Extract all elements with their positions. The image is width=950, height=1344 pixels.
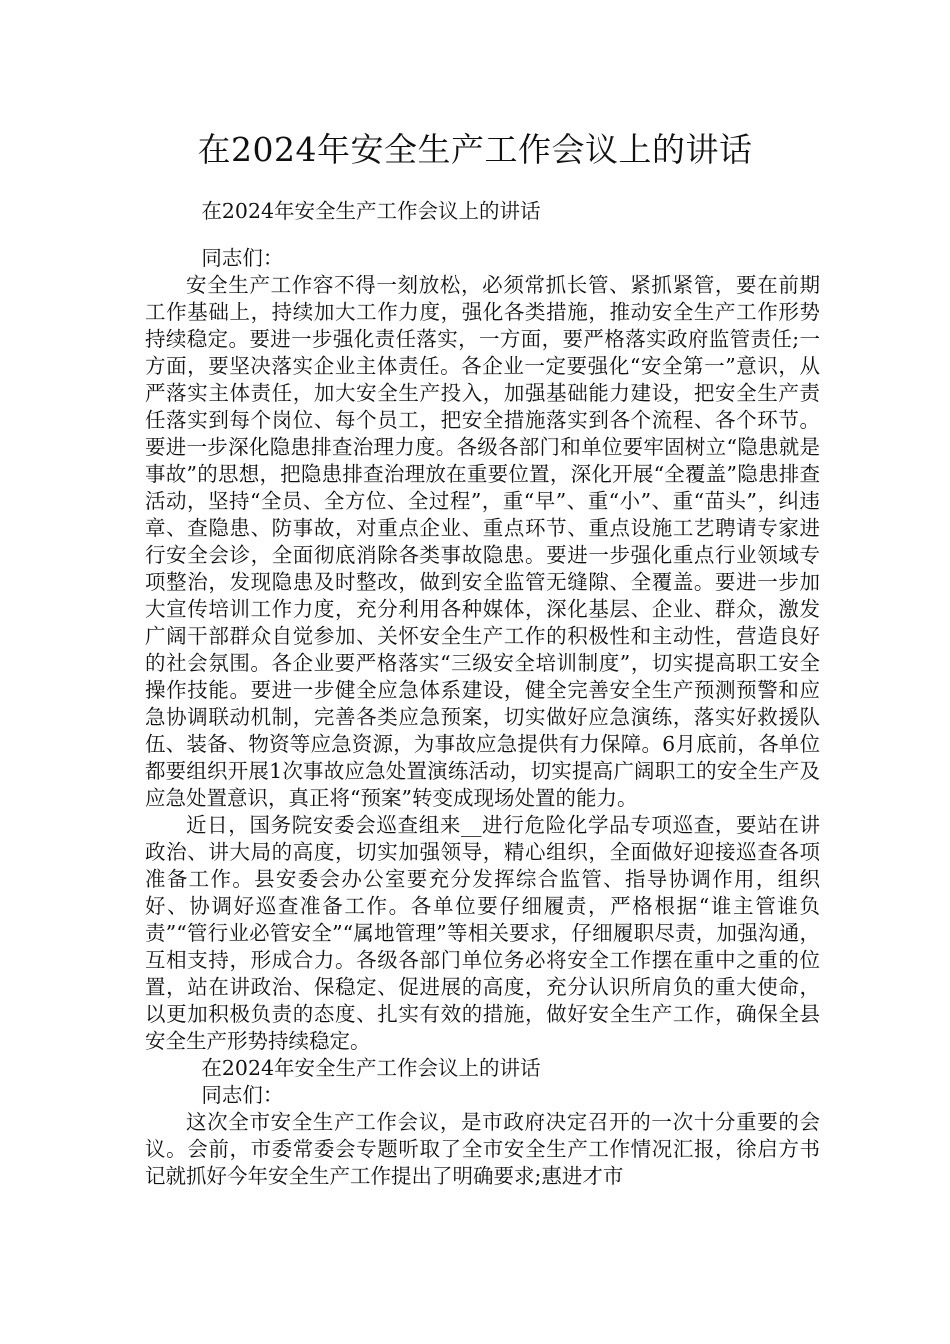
salutation: 同志们： — [201, 246, 284, 270]
section-heading: 在2024年安全生产工作会议上的讲话 — [201, 199, 541, 223]
document-title: 在2024年安全生产工作会议上的讲话 — [197, 130, 753, 169]
document-body — [145, 198, 820, 1190]
body-paragraph: 安全生产工作容不得一刻放松，必须常抓长管、紧抓紧管，要在前期工作基础上，持续加大工作力度，强化各类措施，推动安全生产工作形势持续稳定。要进一步强化责任落实，一方面，要严格落实政府监管责任;一方面，要坚决落实企业主体责任。各企业一定要强化“安全第一”意识，从严落实主体责任，加大安全生产投入，加强基础能力建设，把安全生产责任落实到每个岗位、每个员工，把安全措施落实到各个流程、各个环节。要进一步深化隐患排查治理力度。各级各部门和单位要牢固树立“隐患就是事故”的思想，把隐患排查治理放在重要位置，深化开展“全覆盖”隐患排查活动，坚持“全员、全方位、全过程”，重“早”、重“小”、重“苗头”，纠违章、查隐患、防事故，对重点企业、重点环节、重点设施工艺聘请专家进行安全会诊，全面彻底消除各类事故隐患。要进一步强化重点行业领域专项整治，发现隐患及时整改，做到安全监管无缝隙、全覆盖。要进一步加大宣传培训工作力度，充分利用各种媒体，深化基层、企业、群众，激发广阔干部群众自觉参加、关怀安全生产工作的积极性和主动性，营造良好的社会氛围。各企业要严格落实“三级安全培训制度”，切实提高职工安全操作技能。要进一步健全应急体系建设，健全完善安全生产预测预警和应急协调联动机制，完善各类应急预案，切实做好应急演练，落实好救援队伍、装备、物资等应急资源，为事故应急提供有力保障。6月底前，各单位都要组织开展1次事故应急处置演练活动，切实提高广阔职工的安全生产及应急处置意识，真正将“预案”转变成现场处置的能力。 — [145, 273, 820, 810]
body-paragraph: 近日，国务院安委会巡查组来__进行危险化学品专项巡查，要站在讲政治、讲大局的高度，切实加强领导，精心组织，全面做好迎接巡查各项准备工作。县安委会办公室要充分发挥综合监管、指导协调作用，组织好、协调好巡查准备工作。各单位要仔细履责，严格根据“谁主管谁负责”“管行业必管安全”“属地管理”等相关要求，仔细履职尽责，加强沟通，互相支持，形成合力。各级各部门单位务必将安全工作摆在重中之重的位置，站在讲政治、保稳定、促进展的高度，充分认识所肩负的重大使命，以更加积极负责的态度、扎实有效的措施，做好安全生产工作，确保全县安全生产形势持续稳定。 — [145, 813, 820, 1053]
salutation: 同志们： — [201, 1083, 284, 1107]
body-paragraph: 这次全市安全生产工作会议，是市政府决定召开的一次十分重要的会议。会前，市委常委会专题听取了全市安全生产工作情况汇报，徐启方书记就抓好今年安全生产工作提出了明确要求;惠进才市 — [145, 1110, 820, 1188]
section-heading: 在2024年安全生产工作会议上的讲话 — [201, 1056, 541, 1080]
